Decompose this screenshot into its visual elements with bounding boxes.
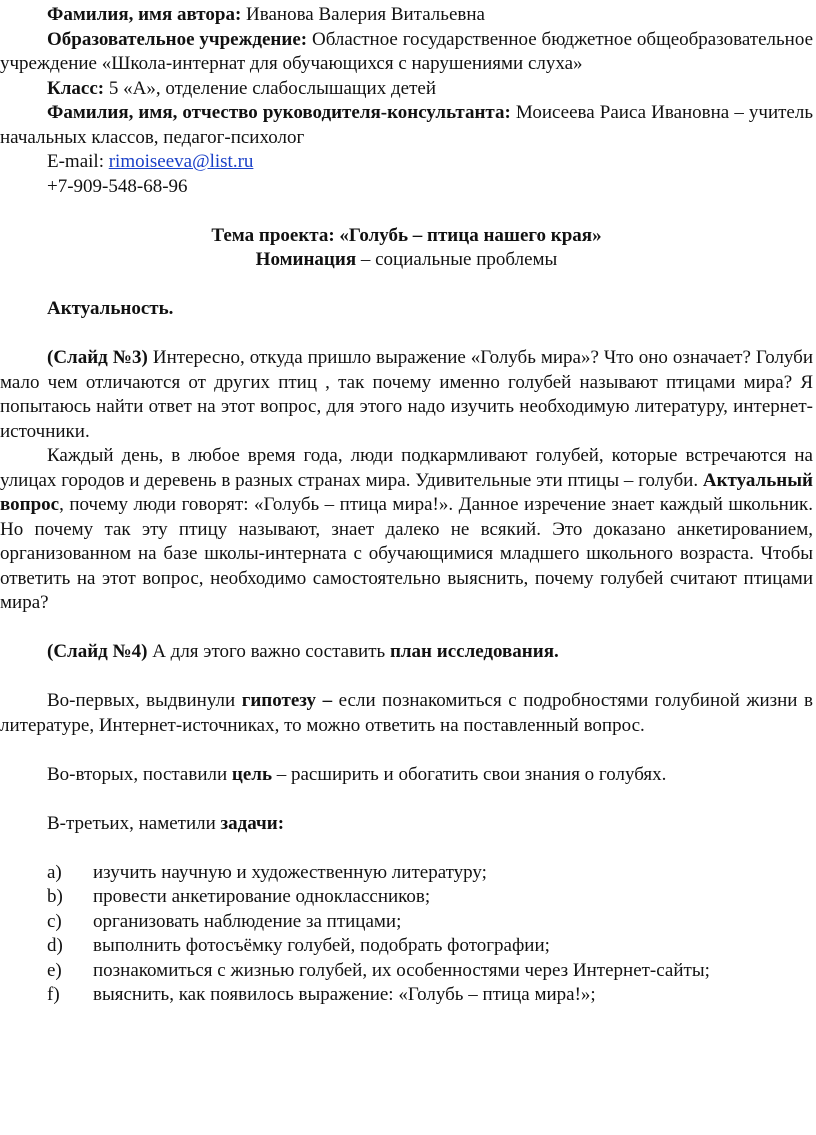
hypothesis-bold: гипотезу – — [241, 690, 333, 711]
list-item-text: изучить научную и художественную литературу; — [93, 861, 487, 883]
spacer — [0, 616, 813, 641]
goal-paragraph: Во-вторых, поставили цель – расширить и обогатить свои знания о голубях. — [47, 763, 667, 785]
spacer — [0, 322, 813, 347]
list-marker: e) — [47, 959, 62, 981]
class-label: Класс: — [47, 77, 105, 99]
topic-title: Тема проекта: «Голубь – птица нашего края» — [211, 224, 602, 246]
spacer — [0, 787, 813, 812]
author-label: Фамилия, имя автора: — [47, 4, 242, 25]
list-item — [47, 934, 813, 959]
list-marker: d) — [47, 935, 63, 956]
school-label: Образовательное учреждение: — [47, 28, 308, 50]
nomination-line — [0, 248, 813, 273]
relevance-heading: Актуальность. — [47, 298, 174, 319]
advisor-label: Фамилия, имя, отчество руководителя-консультанта: — [47, 102, 511, 123]
hypothesis-paragraph: Во-первых, выдвинули гипотезу – если познакомиться с подробностями голубиной жизни в литературе, Интернет-источниках, то можно ответить на поставленный вопрос. — [0, 690, 814, 736]
email-line — [0, 150, 813, 175]
author-value: Иванова Валерия Витальевна — [246, 4, 485, 25]
nomination-value: – социальные проблемы — [360, 249, 558, 270]
class-line — [0, 77, 813, 102]
slide4-paragraph: (Слайд №4) А для этого важно составить план исследования. — [47, 641, 559, 662]
school-line — [0, 28, 813, 77]
spacer — [0, 273, 813, 298]
list-item-text: выполнить фотосъёмку голубей, подобрать фотографии; — [93, 935, 550, 956]
slide3-paragraph — [0, 346, 813, 444]
list-item — [47, 910, 813, 935]
spacer — [0, 738, 813, 763]
spacer — [0, 199, 813, 224]
slide3-text: Интересно, откуда пришло выражение «Голубь мира»? Что оно означает? Голуби мало чем отличаются от других птиц , так почему именно голубей называют птицами мира? Я попытаюсь найти ответ на этот вопрос, для этого надо изучить необходимую литературу, интернет-источники. — [0, 347, 814, 442]
school-value: Областное государственное бюджетное общеобразовательное учреждение «Школа-интернат для обучающихся с нарушениями слуха» — [0, 28, 814, 74]
tasks-list — [0, 861, 813, 1008]
list-item-text: организовать наблюдение за птицами; — [93, 910, 402, 932]
goal-bold: цель — [231, 763, 272, 785]
list-item — [47, 885, 813, 910]
relevance-paragraph: Каждый день, в любое время года, люди подкармливают голубей, которые встречаются на улицах городов и деревень в разных странах мира. Удивительные эти птицы – голуби. Актуальный вопрос, почему люди говорят: «Голубь – птица мира!». Данное изречение знает каждый школьник. Но почему так эту птицу называют, знает далеко не всякий. Это доказано анкетированием, организованном на базе школы-интерната с обучающимися младшего школьного возраста. Чтобы ответить на этот вопрос, необходимо самостоятельно выяснить, почему голубей считают птицами мира? — [0, 445, 813, 613]
phone-line: +7-909-548-68-96 — [47, 175, 188, 197]
list-item-text: выяснить, как появилось выражение: «Голубь – птица мира!»; — [93, 984, 596, 1005]
list-marker: b) — [47, 886, 63, 907]
spacer — [0, 836, 813, 861]
advisor-value: Моисеева Раиса Ивановна – учитель начальных классов, педагог-психолог — [0, 102, 814, 148]
spacer — [0, 665, 813, 690]
email-link[interactable]: rimoiseeva@list.ru — [108, 151, 254, 172]
tasks-intro: В-третьих, наметили задачи: — [47, 812, 285, 834]
list-item — [47, 861, 813, 886]
tasks-bold: задачи: — [220, 812, 285, 834]
author-line — [0, 3, 813, 28]
list-marker: f) — [47, 984, 60, 1005]
list-item-text: познакомиться с жизнью голубей, их особенностями через Интернет-сайты; — [93, 959, 710, 981]
list-item — [47, 983, 813, 1008]
list-marker: a) — [47, 861, 62, 883]
document-body — [0, 3, 813, 1008]
actual-question-bold: Актуальный вопрос — [0, 469, 813, 515]
nomination-label: Номинация — [255, 249, 357, 270]
class-value: 5 «А», отделение слабослышащих детей — [108, 77, 436, 99]
list-marker: c) — [47, 910, 62, 932]
email-label: E-mail: — [47, 151, 104, 172]
slide3-label: (Слайд №3) — [47, 347, 148, 368]
list-item-text: провести анкетирование одноклассников; — [93, 886, 431, 907]
advisor-line — [0, 101, 813, 150]
list-item — [47, 959, 813, 984]
research-plan-bold: план исследования. — [389, 641, 559, 662]
slide4-label: (Слайд №4) — [47, 641, 148, 662]
